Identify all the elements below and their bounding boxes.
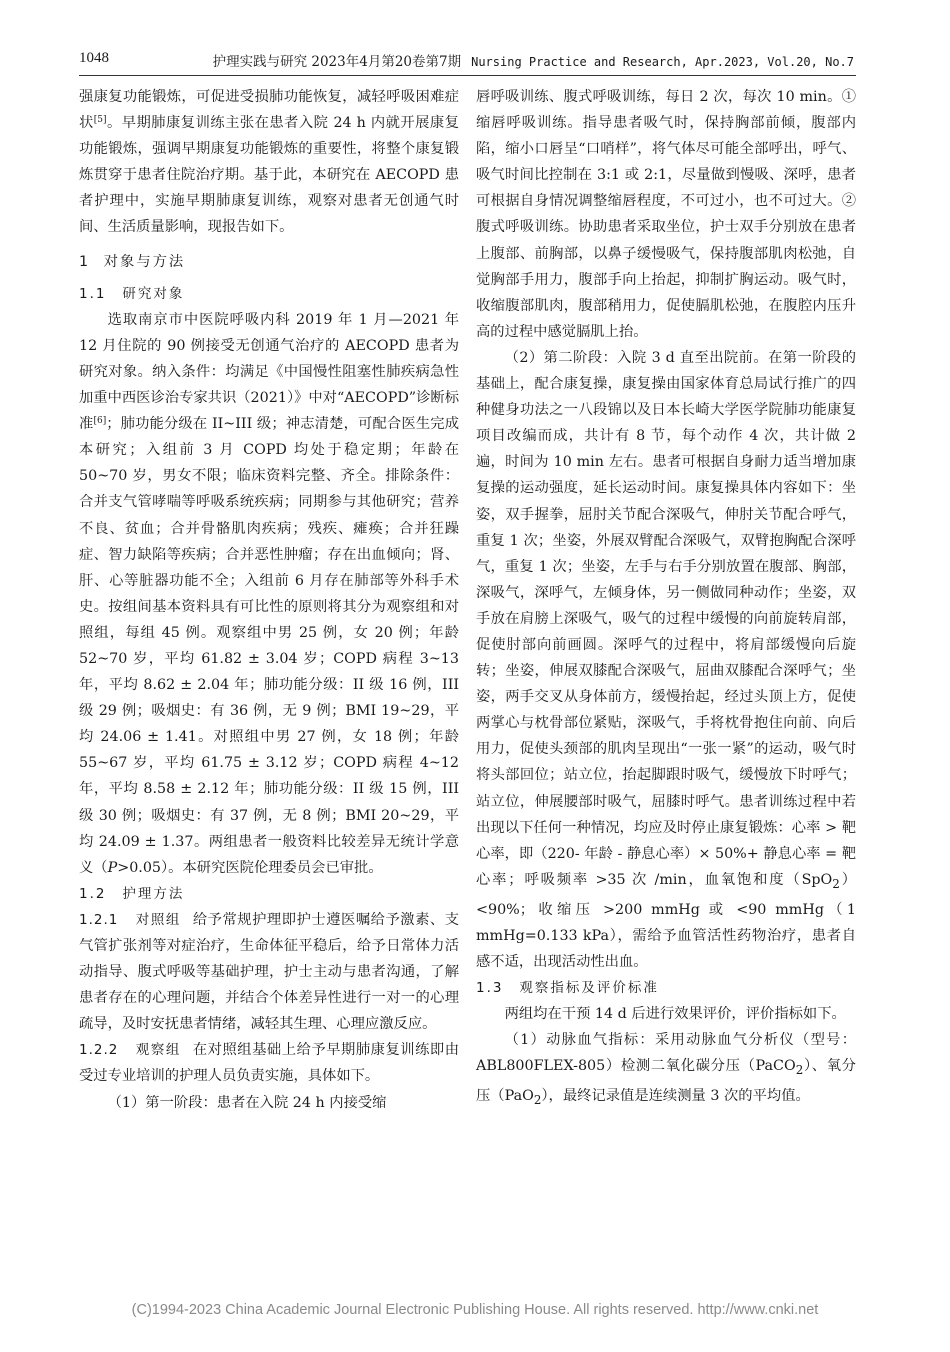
journal-title-en: Nursing Practice and Research, Apr.2023, Vol.20, No.7 <box>471 55 854 69</box>
heading-observation-group: 1.2.2 观察组 <box>79 1042 181 1059</box>
citation-ref-5[interactable]: [5] <box>93 115 107 126</box>
left-column <box>79 84 459 1116</box>
control-group-paragraph: 1.2.1 对照组 给予常规护理即护士遵医嘱给予激素、支气管扩张剂等对症治疗，生命体征平稳后，给予日常体力活动指导、腹式呼吸等基础护理，护士主动与患者沟通，了解患者存在的心理问题，并结合个体差异性进行一对一的心理疏导，及时安抚患者情绪，减轻其生理、心理应激反应。 <box>79 911 460 1033</box>
intro-paragraph-end: 强康复功能锻炼，可促进受损肺功能恢复，减轻呼吸困难症状[5]。早期肺康复训练主张在患者入院 24 h 内就开展康复功能锻炼，强调早期康复功能锻炼的重要性，将整个康复锻炼贯穿于患者住院治疗期。基于此，本研究在 AECOPD 患者护理中，实施早期肺康复训练，观察对患者无创通气时间、生活质量影响，现报告如下。 <box>79 89 459 236</box>
stage-one-paragraph-cont: 唇呼吸训练、腹式呼吸训练，每日 2 次，每次 10 min。①缩唇呼吸训练。指导患者吸气时，保持胸部前倾，腹部内陷，缩小口唇呈“口哨样”，将气体尽可能全部呼出，呼气、吸气时间比控制在 3:1 或 2:1，尽量做到慢吸、深呼，患者可根据自身情况调整缩唇程度，不可过小，也不可过大。②腹式呼吸训练。协助患者采取坐位，护士双手分别放在患者上腹部、前胸部，以鼻子缓慢吸气，保持腹部肌肉松弛，自觉胸部手用力，腹部手向上抬起，抑制扩胸运动。吸气时，收缩腹部肌肉，腹部稍用力，促使膈肌松弛，在腹腔内压升高的过程中感觉膈肌上抬。 <box>476 89 856 340</box>
subsection-heading-indicators: 1.3 观察指标及评价标准 <box>476 980 659 997</box>
indicators-intro-paragraph: 两组均在干预 14 d 后进行效果评价，评价指标如下。 <box>504 1006 846 1023</box>
subsection-heading-nursing: 1.2 护理方法 <box>79 885 185 902</box>
running-header <box>79 42 854 72</box>
subjects-paragraph: 选取南京市中医院呼吸内科 2019 年 1 月—2021 年 12 月住院的 90 例接受无创通气治疗的 AECOPD 患者为研究对象。纳入条件：均满足《中国慢性阻塞性肺疾病急性加重中西医诊治专家共识（2021）》中对“AECOPD”诊断标准[6]；肺功能分级在 II~III 级；神志清楚，可配合医生完成本研究；入组前 3 月 COPD 均处于稳定期；年龄在 50~70 岁，男女不限；临床资料完整、齐全。排除条件：合并支气管哮喘等呼吸系统疾病；同期参与其他研究；营养不良、贫血；合并骨骼肌肉疾病；残疾、瘫痪；合并狂躁症、智力缺陷等疾病；合并恶性肿瘤；存在出血倾向；肾、肝、心等脏器功能不全；入组前 6 月存在肺部等外科手术史。按组间基本资料具有可比性的原则将其分为观察组和对照组，每组 45 例。观察组中男 25 例，女 20 例；年龄 52~70 岁，平均 61.82 ± 3.04 岁；COPD 病程 3~13 年，平均 8.62 ± 2.04 年；肺功能分级：II 级 16 例，III 级 29 例；吸烟史：有 36 例，无 9 例；BMI 19~29，平均 24.06 ± 1.41。对照组中男 27 例，女 18 例；年龄 55~67 岁，平均 61.75 ± 3.12 岁；COPD 病程 4~12 年，平均 8.58 ± 2.12 年；肺功能分级：II 级 15 例，III 级 30 例；吸烟史：有 37 例，无 8 例；BMI 20~29，平均 24.09 ± 1.37。两组患者一般资料比较差异无统计学意义（P>0.05）。本研究医院伦理委员会已审批。 <box>79 311 459 876</box>
heading-control-group: 1.2.1 对照组 <box>79 911 181 928</box>
observation-group-paragraph: 1.2.2 观察组 在对照组基础上给予早期肺康复训练即由受过专业培训的护理人员负责实施，具体如下。 <box>79 1042 460 1085</box>
stage-one-paragraph-start: （1）第一阶段：患者在入院 24 h 内接受缩 <box>107 1094 387 1111</box>
header-rule <box>79 75 856 76</box>
page-number: 1048 <box>79 50 109 66</box>
section-heading-methods: 1 对象与方法 <box>79 253 186 270</box>
right-column <box>476 84 856 1113</box>
copyright-footer: (C)1994-2023 China Academic Journal Electronic Publishing House. All rights reserved. http://www.cnki.net <box>131 1302 819 1318</box>
journal-title-cn: 护理实践与研究 2023年4月第20卷第7期 <box>212 54 462 70</box>
stage-two-paragraph: （2）第二阶段：入院 3 d 直至出院前。在第一阶段的基础上，配合康复操，康复操由国家体育总局试行推广的四种健身功法之一八段锦以及日本长崎大学医学院肺功能康复项目改编而成，共计有 8 节，每个动作 4 次，共计做 2 遍，时间为 10 min 左右。患者可根据自身耐力适当增加康复操的运动强度，延长运动时间。康复操具体内容如下：坐姿，双手握拳，屈肘关节配合深吸气，伸肘关节配合呼气，重复 1 次；坐姿，外展双臂配合深吸气，双臂抱胸配合深呼气，重复 1 次；坐姿，左手与右手分别放置在腹部、胸部，深吸气，深呼气，左倾身体，另一侧做同种动作；坐姿，双手放在肩膀上深吸气，吸气的过程中缓慢的向前旋转肩部，促使肘部向前画圆。深呼气的过程中，将肩部缓慢向后旋转；坐姿，伸展双膝配合深吸气，屈曲双膝配合深呼气；坐姿，两手交叉从身体前方，缓慢抬起，经过头顶上方，促使两掌心与枕骨部位紧贴，深吸气，手将枕骨抱住向前、向后用力，促使头颈部的肌肉呈现出“一张一紧”的运动，吸气时将头部回位；站立位，抬起脚跟时吸气，缓慢放下时呼气；站立位，伸展腰部时吸气，屈膝时呼气。患者训练过程中若出现以下任何一种情况，均应及时停止康复锻炼：心率 > 靶心率，即（220- 年龄 - 静息心率）× 50%+ 静息心率 = 靶心率；呼吸频率 >35 次 /min，血氧饱和度（SpO$_2$）<90%；收缩压 >200 mmHg 或 <90 mmHg（1 mmHg=0.133 kPa），需给予血管活性药物治疗，患者自感不适，出现活动性出血。 <box>476 349 857 970</box>
citation-ref-6[interactable]: [6] <box>93 416 107 427</box>
blood-gas-paragraph: （1）动脉血气指标：采用动脉血气分析仪（型号：ABL800FLEX-805）检测二氧化碳分压（PaCO$_2$）、氧分压（PaO$_2$），最终记录值是连续测量 3 次的平均值。 <box>476 1032 856 1108</box>
journal-citation <box>213 50 854 70</box>
subsection-heading-subjects: 1.1 研究对象 <box>79 285 185 302</box>
